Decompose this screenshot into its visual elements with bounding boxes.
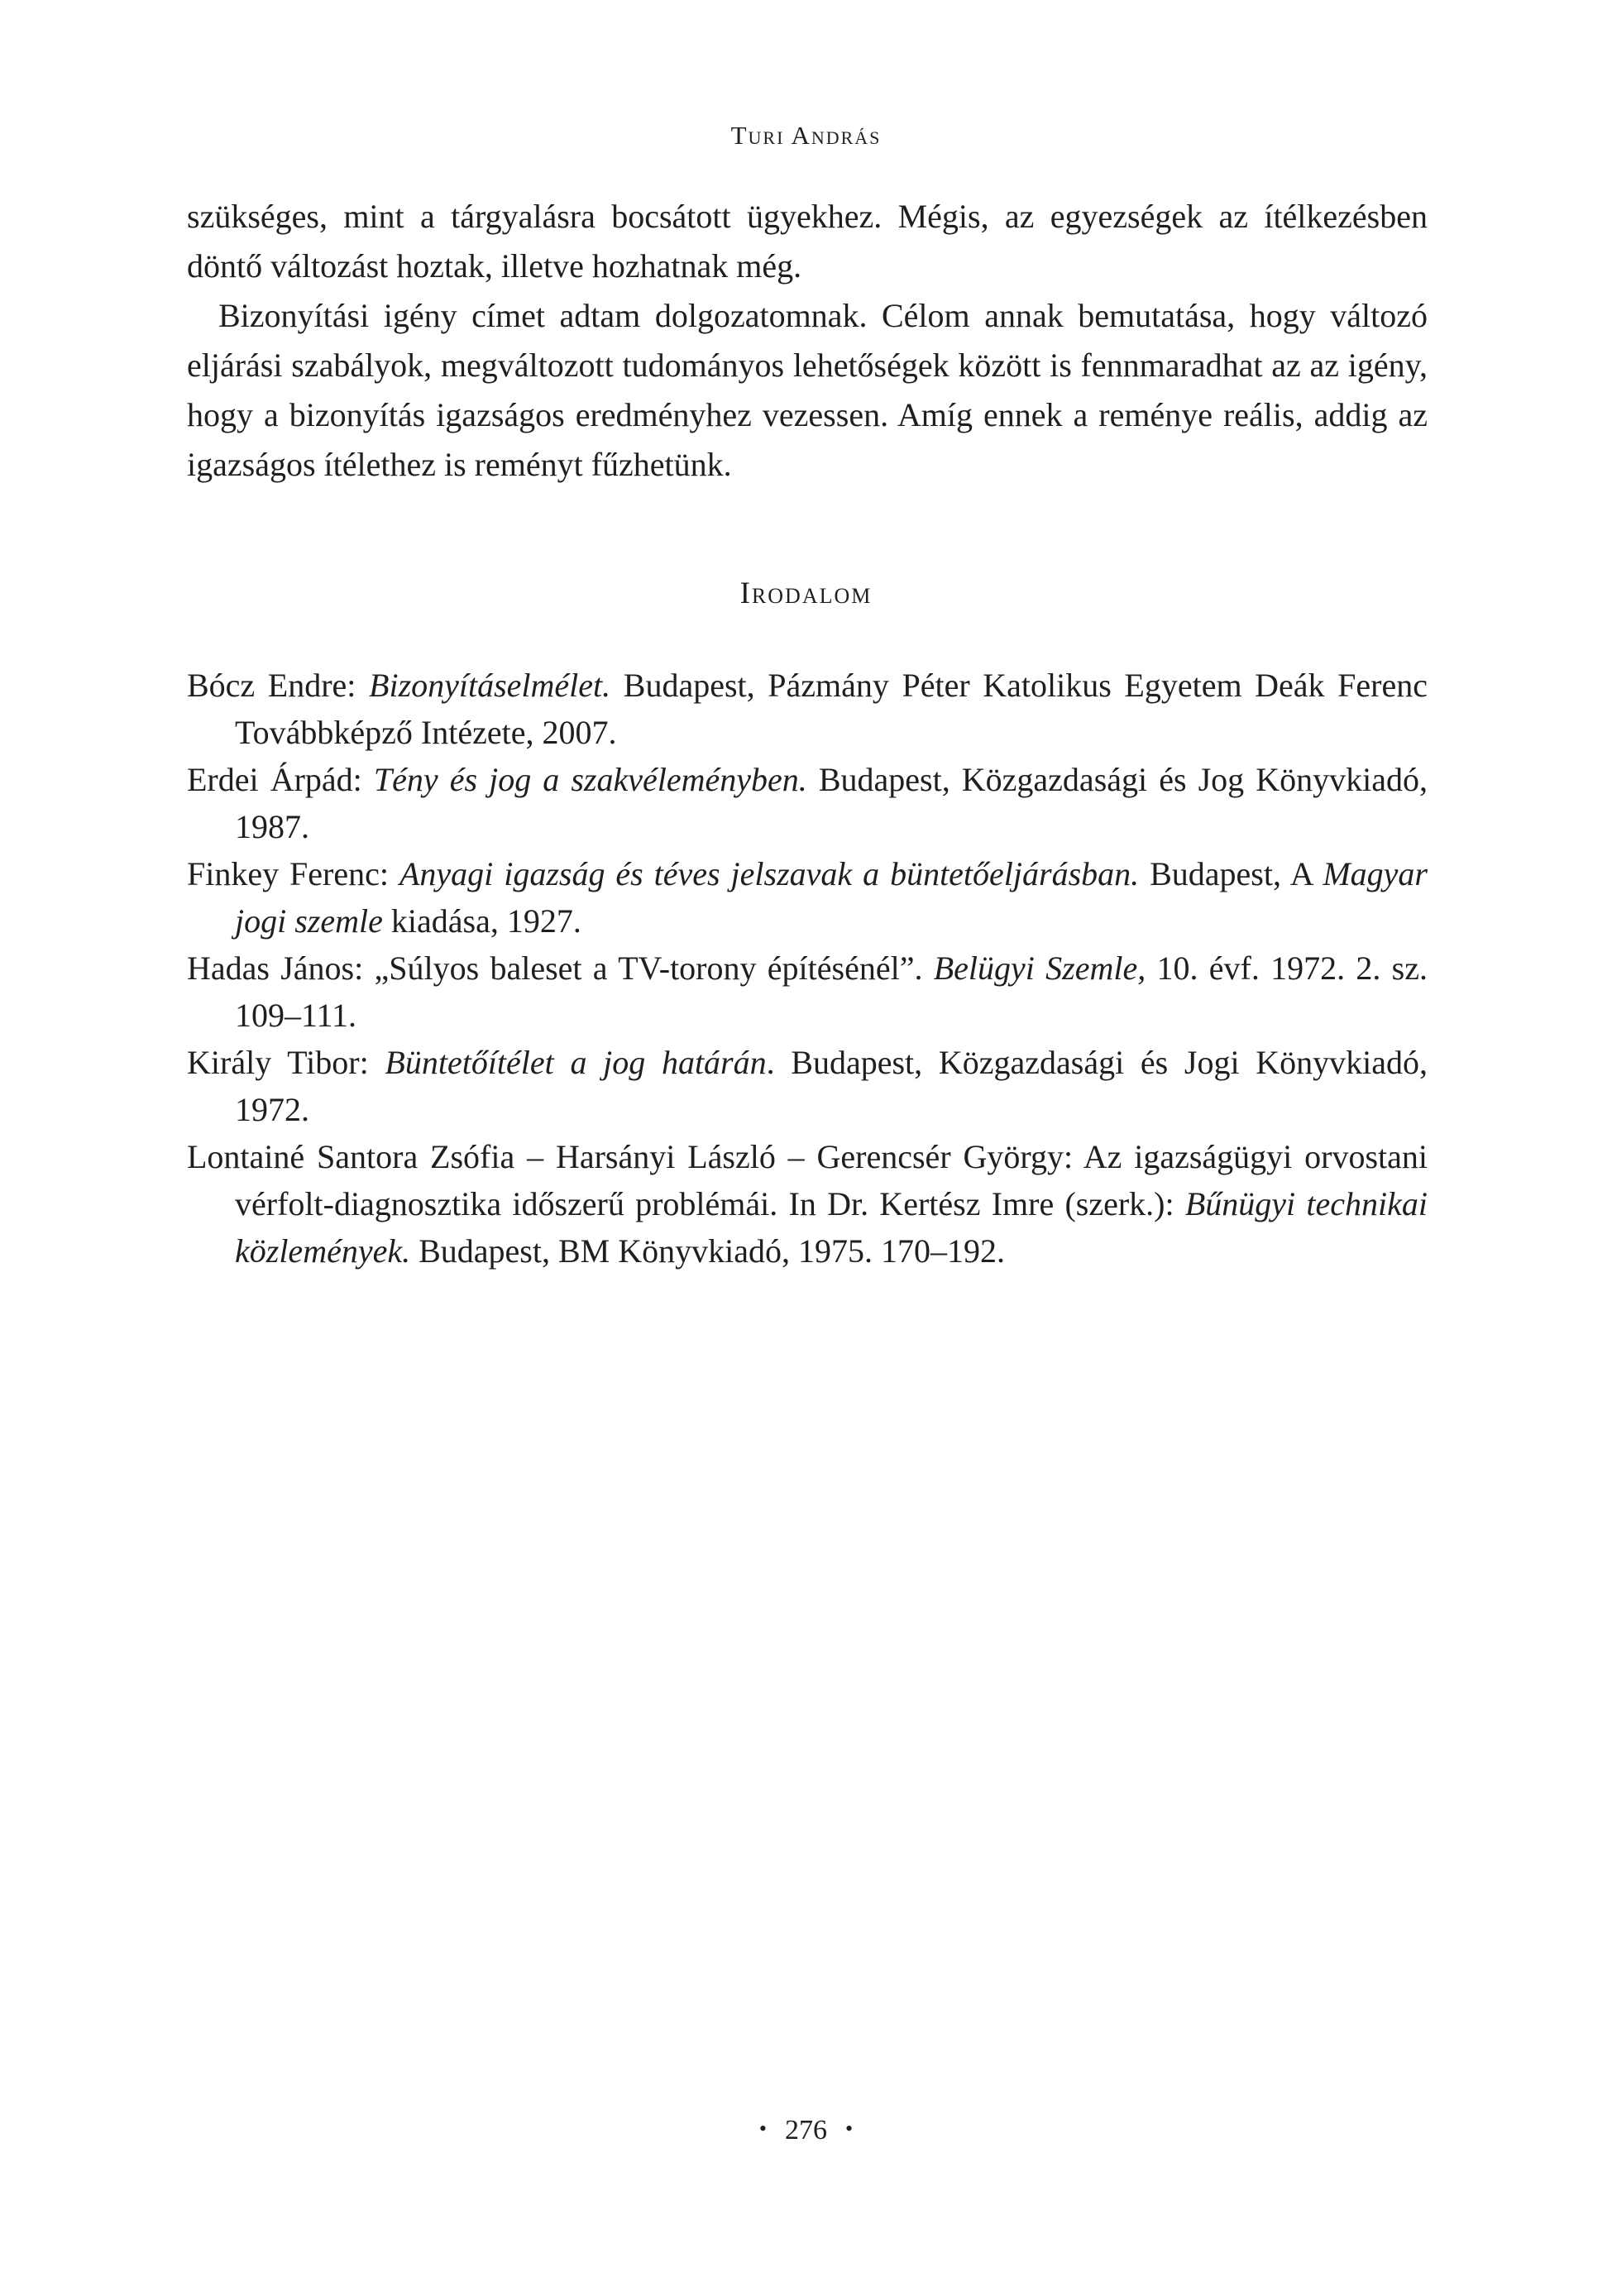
reference-details: Budapest, Közgazdasági és Jog Könyvkiadó, 1987. <box>235 761 1428 845</box>
reference-author: Király Tibor: <box>187 1044 385 1081</box>
reference-title: Büntetőítélet a jog határán <box>385 1044 767 1081</box>
reference-author: Finkey Ferenc: <box>187 855 399 892</box>
reference-details: kiadása, 1927. <box>382 902 581 940</box>
reference-article-title: Az igazságügyi orvostani vérfolt-diagnosztika időszerű problémái. In Dr. Kertész Imre (szerk.): <box>235 1138 1428 1222</box>
reference-author: Erdei Árpád: <box>187 761 374 798</box>
reference-item <box>187 662 1428 756</box>
reference-item <box>187 1133 1428 1275</box>
reference-title: Anyagi igazság és téves jelszavak a büntetőeljárásban. <box>399 855 1140 892</box>
reference-author: Hadas János: <box>187 949 375 987</box>
reference-item <box>187 945 1428 1039</box>
section-heading: Irodalom <box>739 576 873 610</box>
reference-details: 10. évf. 1972. 2. sz. 109–111. <box>235 949 1428 1034</box>
reference-author: Lontainé Santora Zsófia – Harsányi László – Gerencsér György: <box>187 1138 1083 1175</box>
reference-title: Tény és jog a szakvéleményben. <box>373 761 807 798</box>
reference-details: . Budapest, Közgazdasági és Jogi Könyvkiadó, 1972. <box>235 1044 1428 1128</box>
body-text <box>187 192 1428 490</box>
reference-journal-title: Magyar jogi szemle <box>235 855 1428 940</box>
reference-details: Budapest, A <box>1139 855 1323 892</box>
reference-item <box>187 756 1428 850</box>
reference-details: Budapest, BM Könyvkiadó, 1975. 170–192. <box>410 1232 1005 1270</box>
folio-bullet-right: • <box>845 2117 854 2141</box>
reference-author: Bócz Endre: <box>187 667 370 704</box>
reference-title: Bizonyításelmélet. <box>369 667 611 704</box>
reference-item <box>187 850 1428 945</box>
reference-journal-title: Bűnügyi technikai közlemények. <box>235 1185 1428 1270</box>
reference-article-title: „Súlyos baleset a TV-torony építésénél”. <box>374 949 934 987</box>
paragraph-continuation: szükséges, mint a tárgyalásra bocsátott ügyekhez. Mégis, az egyezségek az ítélkezésben döntő változást hoztak, illetve hozhatnak még. <box>187 198 1428 285</box>
page-number-footer <box>0 2115 1612 2146</box>
folio-bullet-left: • <box>758 2117 767 2141</box>
running-head: Turi András <box>730 121 882 150</box>
page-number: 276 <box>785 2115 827 2145</box>
reference-list <box>187 662 1428 1275</box>
reference-details: Budapest, Pázmány Péter Katolikus Egyetem Deák Ferenc Továbbképző Intézete, 2007. <box>235 667 1428 751</box>
reference-journal-title: Belügyi Szemle, <box>933 949 1146 987</box>
reference-item <box>187 1039 1428 1133</box>
paragraph-thesis: Bizonyítási igény címet adtam dolgozatomnak. Célom annak bemutatása, hogy változó eljárási szabályok, megváltozott tudományos lehetőségek között is fennmaradhat az az igény, hogy a bizonyítás igazságos eredményhez vezessen. Amíg ennek a reménye reális, addig az igazságos ítélethez is reményt fűzhetünk. <box>187 297 1428 483</box>
